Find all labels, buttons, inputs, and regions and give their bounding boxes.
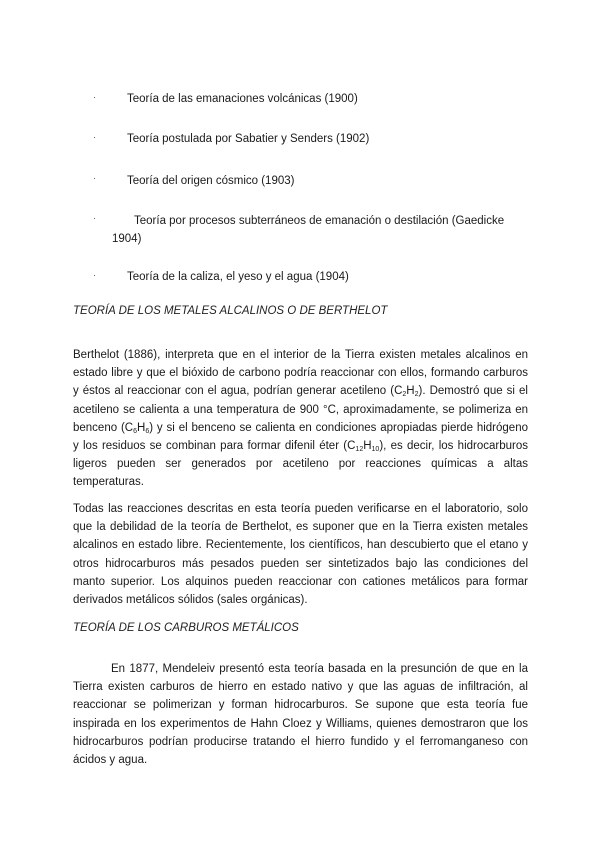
bullet-item-limestone-gypsum-water: Teoría de la caliza, el yeso y el agua (1904) xyxy=(127,271,349,283)
bullet-item-line2: 1904) xyxy=(112,233,142,245)
paragraph-berthelot-intro: Berthelot (1886), interpreta que en el interior de la Tierra existen metales alcalinos en estado libre y que el bióxido de carbono podría reaccionar con ellos, formando carburos y éstos al reaccionar con el agua, podrían generar acetileno $(C_2H_2)$. Demostró que si el acetileno se calienta a una temperatura de 900 °C, aproximadamente, se polimeriza en benceno $(C_6H_6)$ y si el benceno se calienta en condiciones apropiadas pierde hidrógeno y los residuos se combinan para formar difenil éter $(C_{12}H_{10})$, es decir, los hidrocarburos ligeros pueden ser generados por acetileno por reacciones químicas a altas temperaturas. xyxy=(73,349,528,489)
bullet-marker: · xyxy=(93,270,96,280)
bullet-marker: · xyxy=(93,92,96,102)
bullet-item-cosmic-origin: Teoría del origen cósmico (1903) xyxy=(127,175,295,187)
paragraph-mendeleiv: En 1877, Mendeleiv presentó esta teoría basada en la presunción de que en la Tierra existen carburos de hierro en estado nativo y que las aguas de infiltración, al reaccionar se polimerizan y forman hidrocarburos. Se supone que esta teoría fue inspirada en los experimentos de Hahn Cloez y Williams, quienes demostraron que los hidrocarburos podrían producirse tratando el hierro fundido y el ferromanganeso con ácidos y agua. xyxy=(73,663,528,767)
section-heading-metallic-carbides: TEORÍA DE LOS CARBUROS METÁLICOS xyxy=(73,622,299,634)
bullet-item-volcanic-emanations: Teoría de las emanaciones volcánicas (1900) xyxy=(127,93,358,105)
section-heading-berthelot: TEORÍA DE LOS METALES ALCALINOS O DE BERTHELOT xyxy=(73,305,388,317)
paragraph-berthelot-critique: Todas las reacciones descritas en esta teoría pueden verificarse en el laboratorio, solo que la debilidad de la teoría de Berthelot, es suponer que en la Tierra existen metales alcalinos en estado libre. Recientemente, los científicos, han descubierto que el etano y otros hidrocarburos más pesados pueden ser sintetizados bajo las condiciones del manto superior. Los alquinos pueden reaccionar con cationes metálicos para formar derivados metálicos sólidos (sales orgánicas). xyxy=(73,503,528,607)
bullet-item-line1: Teoría por procesos subterráneos de emanación o destilación (Gaedicke xyxy=(134,215,505,227)
bullet-marker: · xyxy=(93,173,96,183)
bullet-item-sabatier-senders: Teoría postulada por Sabatier y Senders (1902) xyxy=(127,133,370,145)
bullet-marker: · xyxy=(93,213,96,223)
bullet-marker: · xyxy=(93,132,96,142)
bullet-item-underground-processes xyxy=(112,212,527,248)
